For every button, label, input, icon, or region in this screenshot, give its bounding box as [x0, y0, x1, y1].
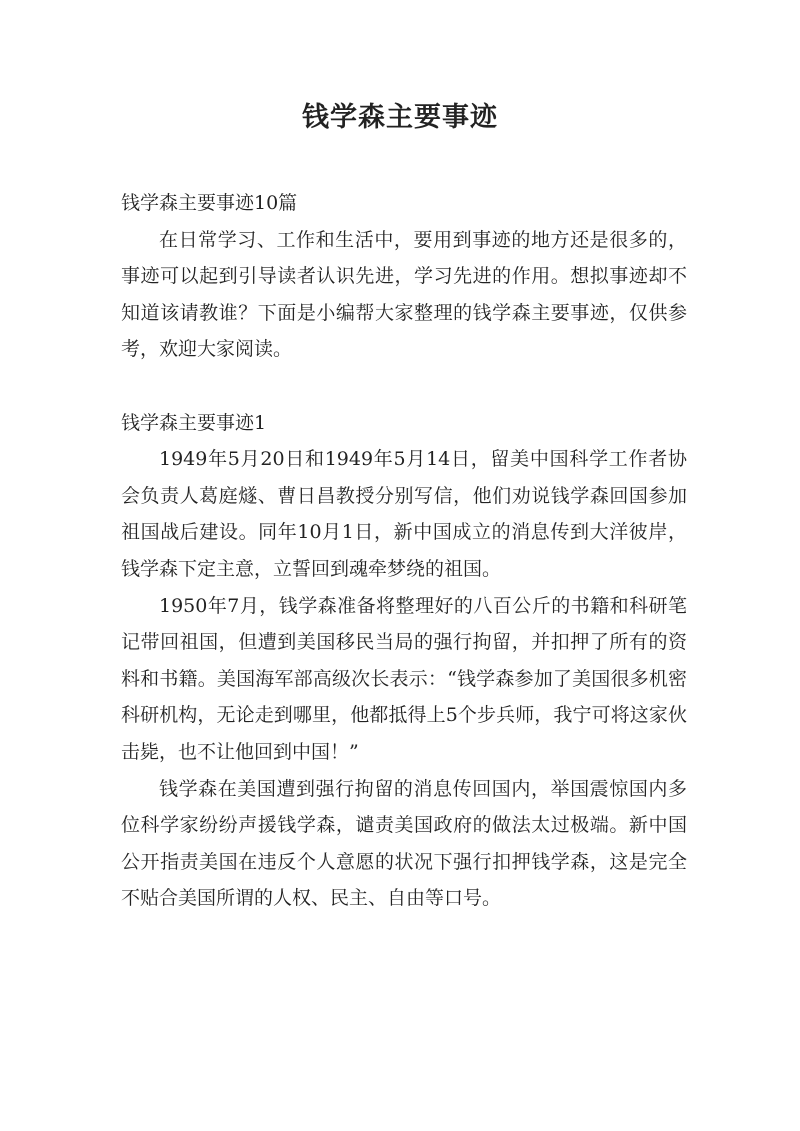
- page-title: 钱学森主要事迹: [302, 102, 498, 133]
- intro-heading: 钱学森主要事迹10篇: [121, 192, 298, 214]
- document-body: [121, 185, 687, 917]
- blank-line: [121, 368, 687, 405]
- intro-paragraph: 在日常学习、工作和生活中，要用到事迹的地方还是很多的，事迹可以起到引导读者认识先进，学习先进的作用。想拟事迹却不知道该请教谁？下面是小编帮大家整理的钱学森主要事迹，仅供参考，欢迎大家阅读。: [121, 228, 687, 361]
- body-paragraph: 1950年7月，钱学森准备将整理好的八百公斤的书籍和科研笔记带回祖国，但遭到美国移民当局的强行拘留，并扣押了所有的资料和书籍。美国海军部高级次长表示：“钱学森参加了美国很多机密科研机构，无论走到哪里，他都抵得上5个步兵师，我宁可将这家伙击毙，也不让他回到中国！”: [121, 594, 687, 763]
- section-heading: 钱学森主要事迹1: [121, 411, 267, 434]
- body-paragraph: 钱学森在美国遭到强行拘留的消息传回国内，举国震惊国内多位科学家纷纷声援钱学森，谴责美国政府的做法太过极端。新中国公开指责美国在违反个人意愿的状况下强行扣押钱学森，这是完全不贴合美国所谓的人权、民主、自由等口号。: [121, 777, 687, 910]
- body-paragraph: 1949年5月20日和1949年5月14日，留美中国科学工作者协会负责人葛庭燧、曹日昌教授分别写信，他们劝说钱学森回国参加祖国战后建设。同年10月1日，新中国成立的消息传到大洋彼岸，钱学森下定主意，立誓回到魂牵梦绕的祖国。: [121, 448, 687, 580]
